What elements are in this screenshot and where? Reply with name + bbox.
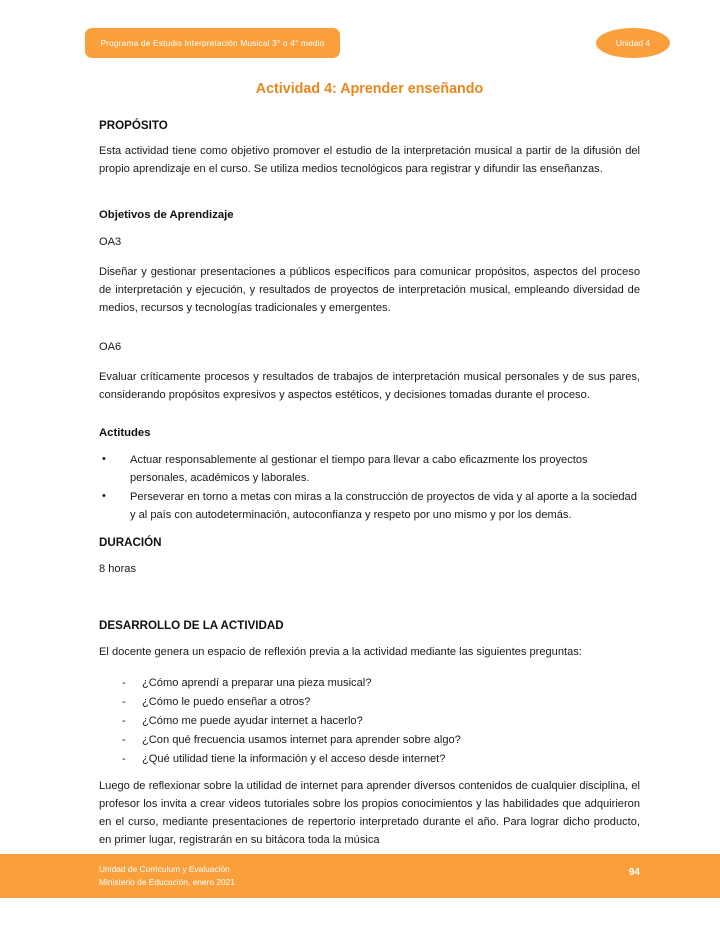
objetivo-text-oa6: Evaluar críticamente procesos y resultados de trabajos de interpretación musical personales y de sus pares, considerando propósitos expresivos y aspectos estéticos, y decisiones tomadas durante el proceso.	[99, 371, 640, 402]
footer-credits	[99, 863, 235, 889]
list-item: - ¿Cómo me puede ayudar internet a hacerlo?	[99, 712, 640, 731]
desarrollo-intro: El docente genera un espacio de reflexión previa a la actividad mediante las siguientes preguntas:	[99, 645, 582, 658]
list-item: • Actuar responsablemente al gestionar el tiempo para llevar a cabo eficazmente los proyectos personales, académicos y laborales.	[99, 452, 640, 488]
unit-badge	[596, 28, 670, 58]
list-item: • Perseverar en torno a metas con miras a la construcción de proyectos de vida y al aporte a la sociedad y al país con autodeterminación, autoconfianza y respeto por uno mismo y por los demás.	[99, 489, 640, 525]
page-number: 94	[628, 867, 640, 878]
objetivo-code-oa3: OA3	[99, 236, 122, 249]
program-title-text: Programa de Estudio Interpretación Musical 3° o 4° medio	[100, 37, 325, 48]
list-item: - ¿Qué utilidad tiene la información y el acceso desde internet?	[99, 750, 640, 769]
list-item: - ¿Con qué frecuencia usamos internet para aprender sobre algo?	[99, 731, 640, 750]
footer-inner	[0, 854, 720, 898]
spacer	[99, 769, 640, 778]
objetivo-text-oa3: Diseñar y gestionar presentaciones a públicos específicos para comunicar propósitos, aspectos del proceso de interpretación y ejecución, y resultados de proyectos de interpretación musical, empleando diversidad de medios, recursos y tecnologías tradicionales y emergentes.	[99, 266, 640, 315]
list-item: - ¿Cómo aprendí a preparar una pieza musical?	[99, 674, 640, 693]
reflection-questions-list	[99, 674, 640, 769]
actitudes-heading: Actitudes	[99, 427, 151, 440]
footer-line-1: Unidad de Curriculum y Evaluación	[99, 864, 230, 874]
unit-badge-label: Unidad 4	[615, 37, 651, 48]
list-item: - ¿Cómo le puedo enseñar a otros?	[99, 693, 640, 712]
page-footer	[0, 854, 720, 898]
document-content	[99, 80, 640, 850]
spacer	[99, 191, 640, 208]
objetivo-code-oa6: OA6	[99, 341, 122, 354]
spacer	[99, 417, 640, 426]
duracion-heading: DURACIÓN	[99, 536, 162, 550]
proposito-heading: PROPÓSITO	[99, 118, 168, 132]
spacer	[99, 526, 640, 535]
desarrollo-heading: DESARROLLO DE LA ACTIVIDAD	[99, 618, 284, 632]
footer-line-2: Ministerio de Educación, enero 2021	[99, 877, 235, 888]
spacer	[99, 591, 640, 618]
spacer	[99, 330, 640, 339]
page-header	[0, 28, 720, 58]
duracion-text: 8 horas	[99, 562, 137, 575]
objetivos-heading: Objetivos de Aprendizaje	[99, 209, 234, 222]
proposito-text: Esta actividad tiene como objetivo promover el estudio de la interpretación musical a partir de la difusión del propio aprendizaje en el curso. Se utiliza medios tecnológicos para registrar y difundir las enseñanzas.	[99, 145, 640, 176]
program-title-pill	[85, 28, 340, 58]
activity-title: Actividad 4: Aprender enseñando	[255, 81, 484, 97]
desarrollo-closing-paragraph: Luego de reflexionar sobre la utilidad de internet para aprender diversos contenidos de cualquier disciplina, el profesor los invita a crear videos tutoriales sobre los propios conocimientos y las habilidades que adquirieron en el curso, mediante presentaciones de repertorio interpretado durante el año. Para lograr dicho producto, en primer lugar, registrarán en su bitácora toda la música	[99, 779, 640, 846]
actitudes-list	[99, 452, 640, 525]
